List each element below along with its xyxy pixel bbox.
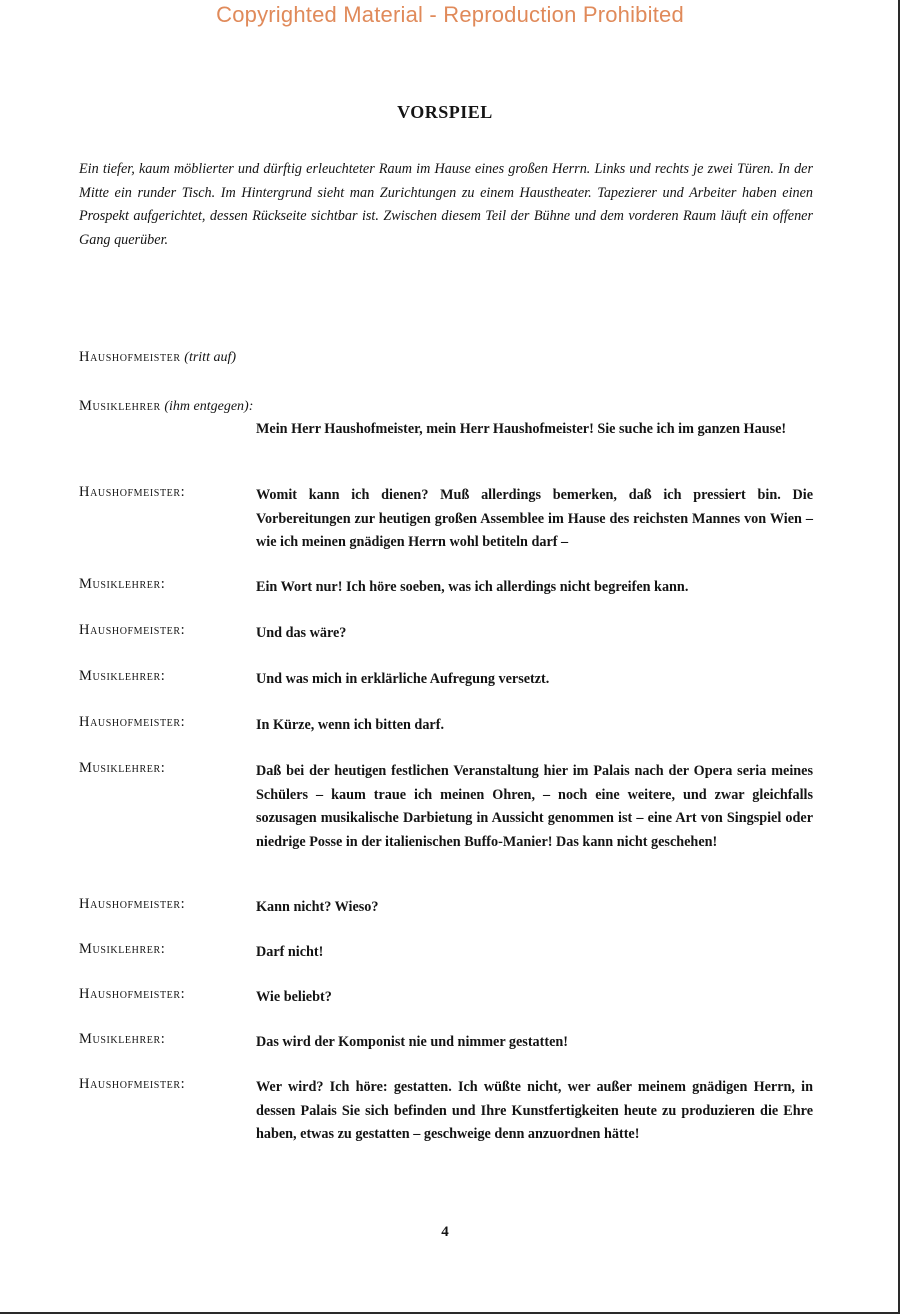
speaker-name: Haushofmeister: bbox=[79, 1076, 186, 1092]
speech-text: Womit kann ich dienen? Muß allerdings bemerken, daß ich pressiert bin. Die Vorbereitungen zur heutigen großen Assemblee im Hause des reichsten Mannes von Wien – wie ich meinen gnädigen Herrn wohl betiteln darf – bbox=[256, 487, 813, 550]
speech-text: Wie beliebt? bbox=[256, 989, 332, 1005]
stage-direction: Ein tiefer, kaum möblierter und dürftig erleuchteter Raum im Hause eines großen Herrn. Links und rechts je zwei Türen. In der Mitte ein runder Tisch. Im Hintergrund sieht man Zurichtungen zu einem Haustheater. Tapezierer und Arbeiter haben einen Prospekt aufgerichtet, dessen Rückseite sichtbar ist. Zwischen diesem Teil der Bühne und dem vorderen Raum läuft ein offener Gang querüber. bbox=[79, 161, 813, 248]
page-number: 4 bbox=[441, 1224, 449, 1240]
speech-text: Ein Wort nur! Ich höre soeben, was ich allerdings nicht begreifen kann. bbox=[256, 579, 689, 595]
speaker-name: Musiklehrer: bbox=[79, 760, 166, 776]
speech-text: Wer wird? Ich höre: gestatten. Ich wüßte nicht, wer außer meinem gnädigen Herrn, in dessen Palais Sie sich befinden und Ihre Kunstfertigkeiten heute zu produzieren die Ehre haben, etwas zu gestatten – geschweige denn anzuordnen hätte! bbox=[256, 1079, 813, 1142]
speaker-name: Haushofmeister: bbox=[79, 622, 186, 638]
speech-text: In Kürze, wenn ich bitten darf. bbox=[256, 717, 444, 733]
speech-text: Kann nicht? Wieso? bbox=[256, 899, 379, 915]
speaker-name: Haushofmeister: bbox=[79, 484, 186, 500]
first-speech-speaker: Musiklehrer bbox=[79, 398, 161, 414]
entrance-direction: (tritt auf) bbox=[184, 350, 237, 365]
speech-text: Das wird der Komponist nie und nimmer gestatten! bbox=[256, 1034, 568, 1050]
speaker-name: Haushofmeister: bbox=[79, 986, 186, 1002]
speaker-name: Musiklehrer: bbox=[79, 576, 166, 592]
speaker-name: Musiklehrer: bbox=[79, 1031, 166, 1047]
first-speech-direction: (ihm entgegen): bbox=[164, 399, 254, 414]
speech-text: Darf nicht! bbox=[256, 944, 324, 960]
first-speech-heading bbox=[79, 398, 819, 415]
page-title: VORSPIEL bbox=[397, 102, 493, 122]
speaker-name: Haushofmeister: bbox=[79, 896, 186, 912]
entrance-line bbox=[79, 349, 819, 366]
copyright-watermark: Copyrighted Material - Reproduction Prohibited bbox=[216, 2, 684, 27]
first-speech-text: Mein Herr Haushofmeister, mein Herr Haushofmeister! Sie suche ich im ganzen Hause! bbox=[256, 421, 787, 437]
speaker-name: Musiklehrer: bbox=[79, 941, 166, 957]
speech-text: Daß bei der heutigen festlichen Veranstaltung hier im Palais nach der Opera seria meines Schülers – kaum traue ich meinen Ohren, – noch eine weitere, und zwar gleichfalls sozusagen musikalische Darbietung in Aussicht genommen ist – eine Art von Singspiel oder niedrige Posse in der italienischen Buffo-Manier! Das kann nicht geschehen! bbox=[256, 763, 813, 850]
entrance-speaker: Haushofmeister bbox=[79, 349, 181, 365]
speaker-name: Haushofmeister: bbox=[79, 714, 186, 730]
speech-text: Und das wäre? bbox=[256, 625, 347, 641]
speech-text: Und was mich in erklärliche Aufregung versetzt. bbox=[256, 671, 550, 687]
speaker-name: Musiklehrer: bbox=[79, 668, 166, 684]
